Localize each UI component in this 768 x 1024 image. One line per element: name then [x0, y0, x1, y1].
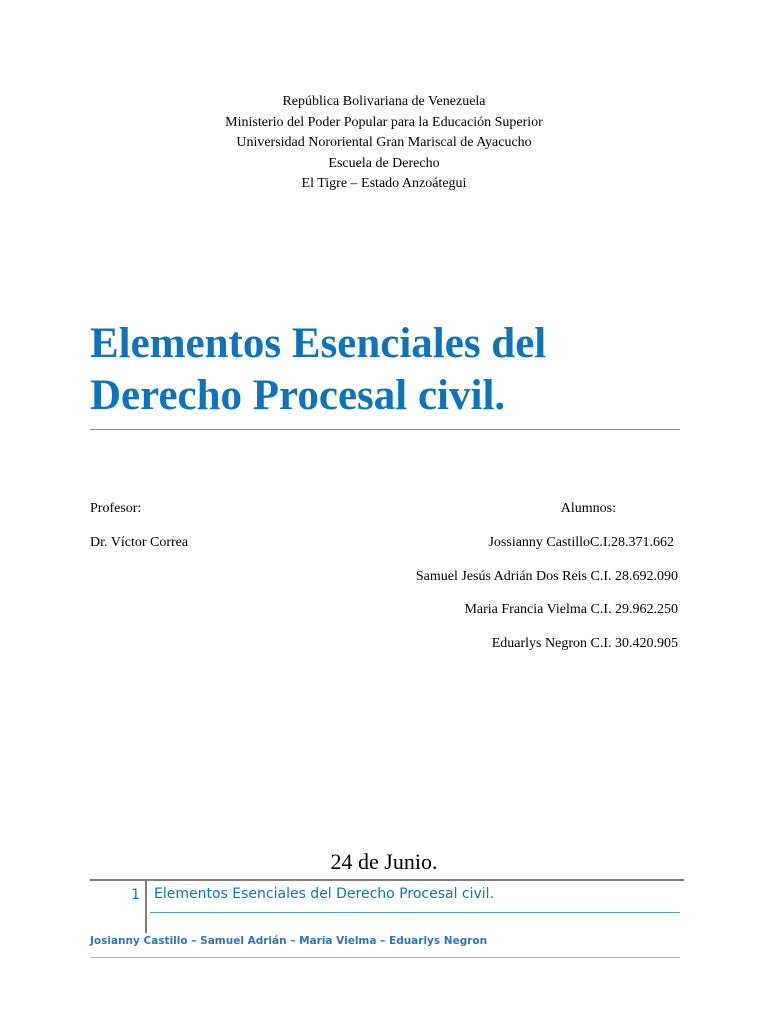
title-line-2: Derecho Procesal civil.	[90, 372, 506, 419]
title-underline	[90, 429, 680, 430]
alumnos-list	[258, 535, 678, 669]
header-line-school: Escuela de Derecho	[328, 155, 440, 171]
header-line-university: Universidad Nororiental Gran Mariscal de Ayacucho	[236, 135, 532, 150]
alumno-item: Eduarlys Negron C.I. 30.420.905	[491, 635, 678, 651]
footer-inner-rule	[150, 912, 680, 913]
footer-vertical-rule	[145, 880, 147, 933]
document-date: 24 de Junio.	[330, 849, 438, 874]
alumno-item: Jossianny CastilloC.I.28.371.662	[488, 535, 674, 550]
institution-header	[0, 92, 768, 195]
footer-title: Elementos Esenciales del Derecho Procesal civil.	[154, 886, 495, 902]
header-line-ministry: Ministerio del Poder Popular para la Educación Superior	[225, 114, 543, 130]
footer-authors: Josianny Castillo – Samuel Adrián – Maria Vielma – Eduarlys Negron	[90, 935, 488, 947]
alumno-item: Maria Francia Vielma C.I. 29.962.250	[464, 602, 678, 617]
profesor-label: Profesor:	[90, 501, 142, 516]
header-line-republic: República Bolivariana de Venezuela	[282, 94, 486, 109]
title-line-1: Elementos Esenciales del	[90, 320, 547, 367]
footer-top-rule	[90, 879, 684, 881]
document-title	[90, 318, 710, 422]
alumnos-label: Alumnos:	[560, 501, 616, 516]
footer-bottom-rule	[90, 957, 680, 958]
profesor-name: Dr. Víctor Correa	[90, 535, 189, 550]
footer-page-number: 1	[131, 887, 140, 903]
alumno-item: Samuel Jesús Adrián Dos Reis C.I. 28.692.090	[415, 568, 678, 584]
header-line-location: El Tigre – Estado Anzoátegui	[301, 176, 467, 191]
